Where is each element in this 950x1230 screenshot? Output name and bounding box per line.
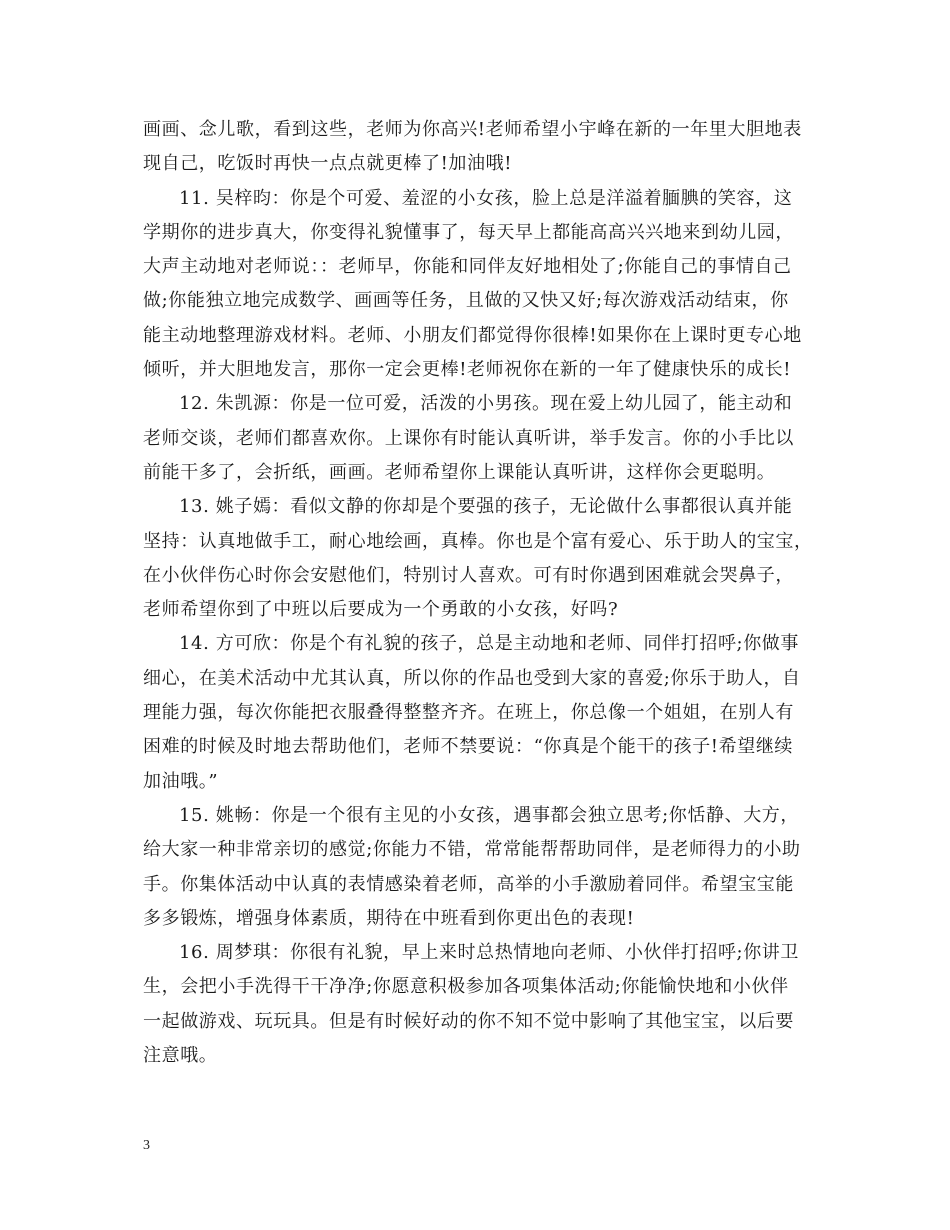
text-line: 画画、念儿歌，看到这些，老师为你高兴!老师希望小宇峰在新的一年里大胆地表 <box>143 119 802 140</box>
text-line: 学期你的进步真大，你变得礼貌懂事了，每天早上都能高高兴兴地来到幼儿园， <box>143 221 794 243</box>
text-line: 能主动地整理游戏材料。老师、小朋友们都觉得你很棒!如果你在上课时更专心地 <box>143 324 802 346</box>
text-line: 大声主动地对老师说：：老师早，你能和同伴友好地相处了;你能自己的事情自己 <box>143 256 792 278</box>
text-line: 老师希望你到了中班以后要成为一个勇敢的小女孩，好吗? <box>143 599 619 621</box>
text-line: 15. 姚畅：你是一个很有主见的小女孩，遇事都会独立思考;你恬静、大方， <box>179 804 800 826</box>
text-line: 坚持：认真地做手工，耐心地绘画，真棒。你也是个富有爱心、乐于助人的宝宝， <box>143 530 813 552</box>
text-line: 倾听，并大胆地发言，那你一定会更棒!老师祝你在新的一年了健康快乐的成长! <box>143 359 792 381</box>
paragraph-item-15 <box>143 799 820 936</box>
text-line: 做;你能独立地完成数学、画画等任务，且做的又快又好;每次游戏活动结束，你 <box>143 290 789 312</box>
text-line: 在小伙伴伤心时你会安慰他们，特别讨人喜欢。可有时你遇到困难就会哭鼻子， <box>143 564 794 586</box>
paragraph-item-14 <box>143 627 820 798</box>
text-line: 前能干多了，会折纸，画画。老师希望你上课能认真听讲，这样你会更聪明。 <box>143 461 776 483</box>
text-line: 13. 姚子嫣：看似文静的你却是个要强的孩子，无论做什么事都很认真并能 <box>179 496 793 518</box>
document-body <box>143 113 820 1073</box>
text-line: 一起做游戏、玩玩具。但是有时候好动的你不知不觉中影响了其他宝宝，以后要 <box>143 1010 794 1032</box>
paragraph-item-13 <box>143 490 820 627</box>
text-line: 手。你集体活动中认真的表情感染着老师，高举的小手激励着同伴。希望宝宝能 <box>143 873 794 895</box>
text-line: 细心，在美术活动中尤其认真，所以你的作品也受到大家的喜爱;你乐于助人，自 <box>143 667 801 689</box>
text-line: 11. 吴梓昀：你是个可爱、羞涩的小女孩，脸上总是洋溢着腼腆的笑容，这 <box>179 187 793 209</box>
text-line: 注意哦。 <box>143 1045 218 1067</box>
text-line: 困难的时候及时地去帮助他们，老师不禁要说：“你真是个能干的孩子!希望继续 <box>143 736 794 758</box>
text-line: 理能力强，每次你能把衣服叠得整整齐齐。在班上，你总像一个姐姐，在别人有 <box>143 702 794 724</box>
text-line: 给大家一种非常亲切的感觉;你能力不错，常常能帮帮助同伴，是老师得力的小助 <box>143 839 801 861</box>
paragraph-item-11 <box>143 182 820 388</box>
text-line: 14. 方可欣：你是个有礼貌的孩子，总是主动地和老师、同伴打招呼;你做事 <box>179 633 800 655</box>
text-line: 多多锻炼，增强身体素质，期待在中班看到你更出色的表现! <box>143 907 635 929</box>
paragraph-continued <box>143 113 820 182</box>
paragraph-item-12 <box>143 387 820 490</box>
paragraph-item-16 <box>143 936 820 1073</box>
text-line: 生，会把小手洗得干干净净;你愿意积极参加各项集体活动;你能愉快地和小伙伴 <box>143 976 789 998</box>
text-line: 12. 朱凯源：你是一位可爱，活泼的小男孩。现在爱上幼儿园了，能主动和 <box>179 393 793 415</box>
text-line: 16. 周梦琪：你很有礼貌，早上来时总热情地向老师、小伙伴打招呼;你讲卫 <box>179 942 800 964</box>
text-line: 加油哦。” <box>143 770 219 792</box>
text-line: 现自己，吃饭时再快一点点就更棒了!加油哦! <box>143 153 513 175</box>
text-line: 老师交谈，老师们都喜欢你。上课你有时能认真听讲，举手发言。你的小手比以 <box>143 427 794 449</box>
page-number: 3 <box>143 1138 150 1153</box>
